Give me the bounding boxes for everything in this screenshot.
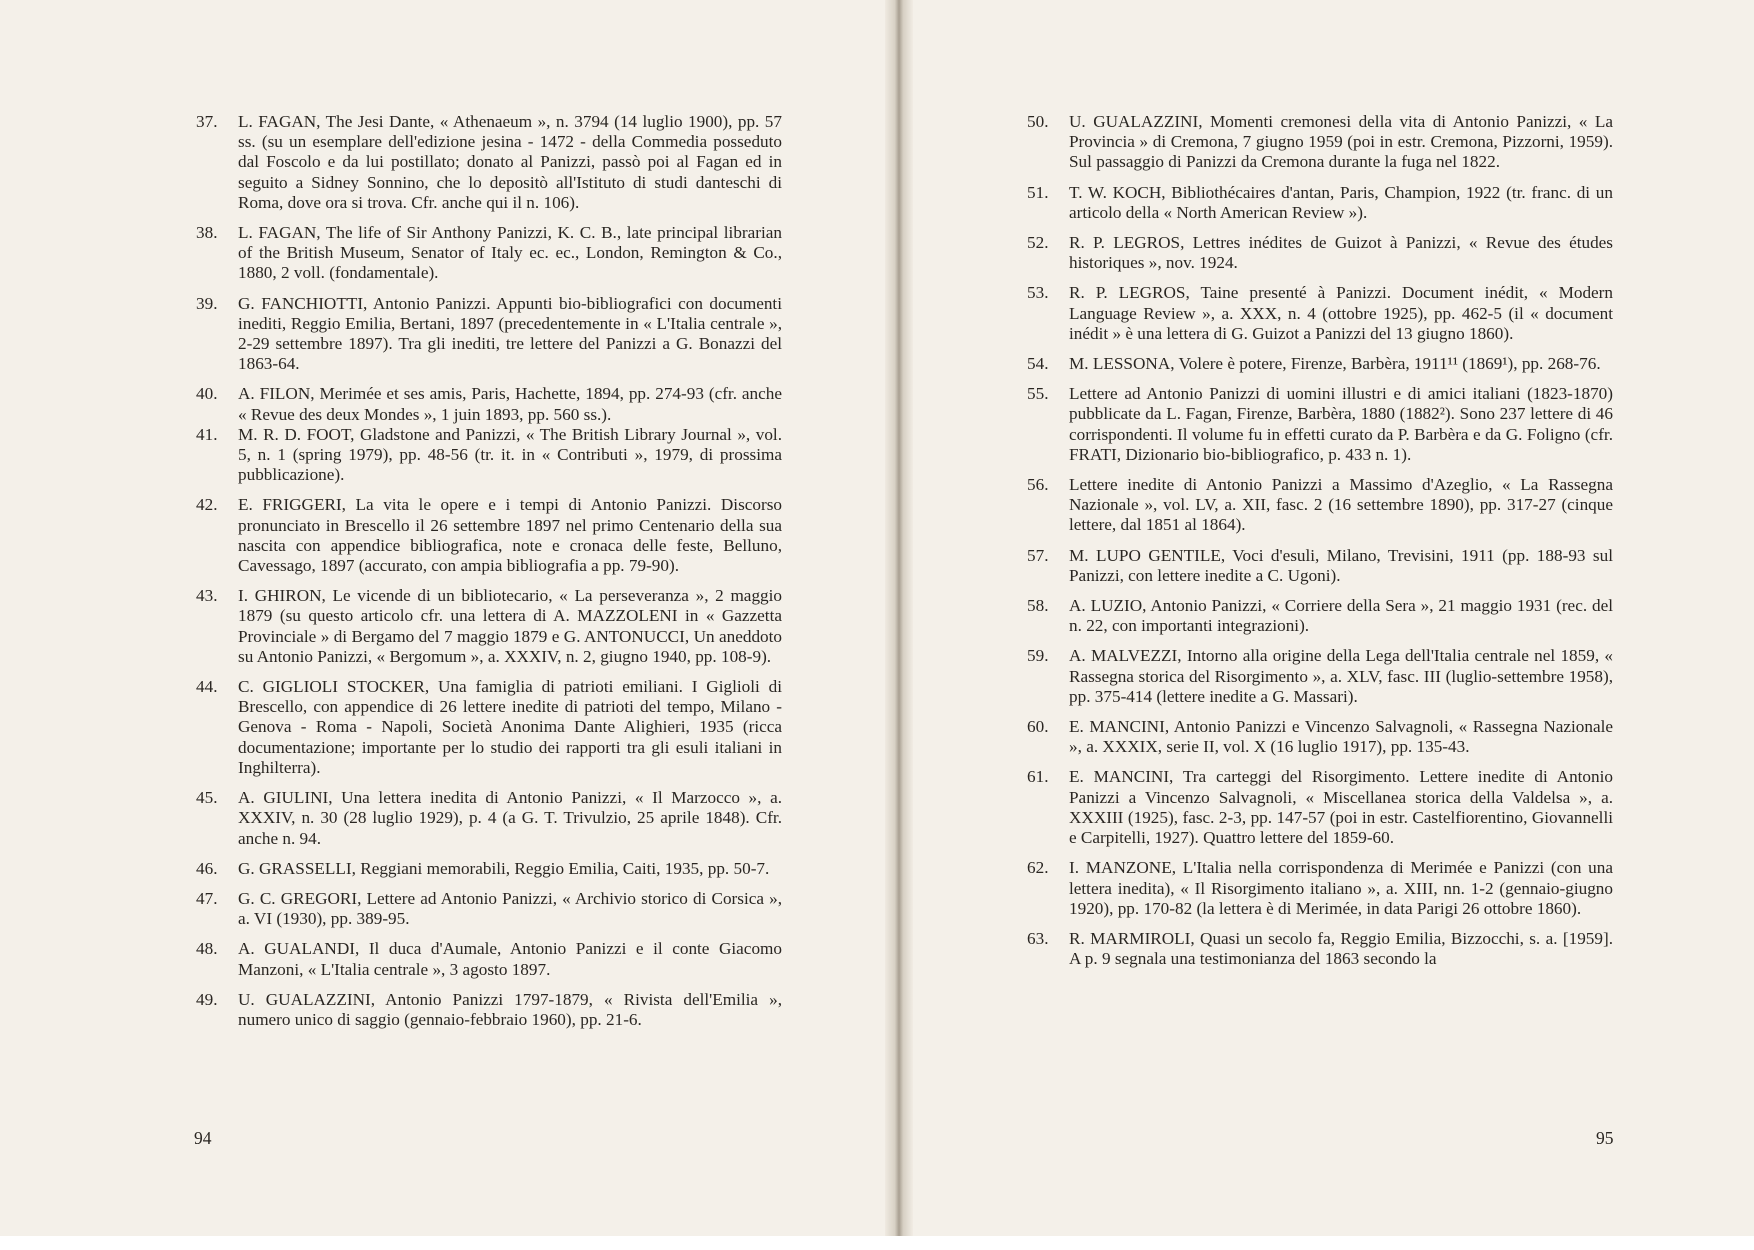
entry-text: T. W. KOCH, Bibliothécaires d'antan, Paris, Champion, 1922 (tr. franc. di un articolo della « North American Review »). [1069,182,1613,222]
bibliography-entry [1027,858,1613,919]
bibliography-entry [1027,183,1613,223]
page-number: 94 [194,1128,212,1148]
entry-number: 48. [196,939,218,959]
entry-text: L. FAGAN, The Jesi Dante, « Athenaeum », n. 3794 (14 luglio 1900), pp. 57 ss. (su un esemplare dell'edizione jesina - 1472 - della Commedia posseduto dal Foscolo e da lui postillato; donato al Panizzi, passò poi al Fagan ed in seguito a Sidney Sonnino, che lo depositò all'Istituto di studi danteschi di Roma, dove ora si trova. Cfr. anche qui il n. 106). [238,112,782,212]
entry-text: L. FAGAN, The life of Sir Anthony Panizzi, K. C. B., late principal librarian of the British Museum, Senator of Italy ec. ec., London, Remington & Co., 1880, 2 voll. (fondamentale). [238,223,782,283]
bibliography-entry [196,859,782,879]
left-bibliography-column [196,112,782,1040]
bibliography-entry [1027,283,1613,344]
entry-text: A. GIULINI, Una lettera inedita di Antonio Panizzi, « Il Marzocco », a. XXXIV, n. 30 (28 luglio 1929), p. 4 (a G. T. Trivulzio, 25 aprile 1848). Cfr. anche n. 94. [238,788,782,848]
bibliography-entry [196,294,782,375]
entry-number: 39. [196,293,218,313]
right-page [903,0,1754,1236]
entry-number: 38. [196,223,218,243]
entry-number: 46. [196,858,218,878]
bibliography-entry [196,586,782,667]
entry-number: 44. [196,677,218,697]
entry-text: A. GUALANDI, Il duca d'Aumale, Antonio Panizzi e il conte Giacomo Manzoni, « L'Italia centrale », 3 agosto 1897. [238,939,782,979]
entry-text: C. GIGLIOLI STOCKER, Una famiglia di patrioti emiliani. I Giglioli di Brescello, con appendice di 26 lettere inedite di patrioti del tempo, Milano - Genova - Roma - Napoli, Società Anonima Dante Alighieri, 1935 (ricca documentazione; importante per lo studio dei rapporti tra gli esuli italiani in Inghilterra). [238,677,782,777]
bibliography-entry [1027,112,1613,173]
entry-number: 58. [1027,596,1049,616]
entry-number: 41. [196,424,218,444]
bibliography-entry [1027,233,1613,273]
entry-number: 42. [196,495,218,515]
bibliography-entry [196,425,782,486]
bibliography-entry [196,889,782,929]
bibliography-entry [196,223,782,284]
entry-number: 59. [1027,646,1049,666]
entry-number: 54. [1027,354,1049,374]
entry-number: 43. [196,586,218,606]
bibliography-entry [1027,596,1613,636]
entry-text: G. FANCHIOTTI, Antonio Panizzi. Appunti bio-bibliografici con documenti inediti, Reggio Emilia, Bertani, 1897 (precedentemente in « L'Italia centrale », 2-29 settembre 1897). Tra gli inediti, tre lettere del Panizzi a G. Bonazzi del 1863-64. [238,293,782,374]
entry-text: E. MANCINI, Tra carteggi del Risorgimento. Lettere inedite di Antonio Panizzi a Vincenzo Salvagnoli, « Miscellanea storica della Valdelsa », a. XXXIII (1925), fasc. 2-3, pp. 147-57 (poi in estr. Castelfiorentino, Giovannelli e Carpitelli, 1927). Quattro lettere del 1859-60. [1069,767,1613,848]
entry-text: M. R. D. FOOT, Gladstone and Panizzi, « The British Library Journal », vol. 5, n. 1 (spring 1979), pp. 48-56 (tr. it. in « Contributi », 1979, di prossima pubblicazione). [238,424,782,485]
entry-number: 45. [196,788,218,808]
bibliography-entry [196,112,782,213]
entry-text: Lettere inedite di Antonio Panizzi a Massimo d'Azeglio, « La Rassegna Nazionale », vol. LV, a. XII, fasc. 2 (16 settembre 1890), pp. 317-27 (cinque lettere, dal 1851 al 1864). [1069,475,1613,535]
bibliography-entry [196,495,782,576]
entry-text: A. LUZIO, Antonio Panizzi, « Corriere della Sera », 21 maggio 1931 (rec. del n. 22, con importanti integrazioni). [1069,596,1613,636]
entry-number: 47. [196,888,218,908]
entry-text: M. LESSONA, Volere è potere, Firenze, Barbèra, 1911¹¹ (1869¹), pp. 268-76. [1069,354,1601,374]
entry-number: 51. [1027,182,1049,202]
bibliography-entry [196,384,782,424]
entry-number: 52. [1027,233,1049,253]
entry-text: U. GUALAZZINI, Antonio Panizzi 1797-1879, « Rivista dell'Emilia », numero unico di saggio (gennaio-febbraio 1960), pp. 21-6. [238,989,782,1029]
bibliography-entry [196,788,782,849]
entry-number: 61. [1027,767,1049,787]
bibliography-entry [196,677,782,778]
entry-text: E. MANCINI, Antonio Panizzi e Vincenzo Salvagnoli, « Rassegna Nazionale », a. XXXIX, serie II, vol. X (16 luglio 1917), pp. 135-43. [1069,717,1613,757]
entry-text: Lettere ad Antonio Panizzi di uomini illustri e di amici italiani (1823-1870) pubblicate da L. Fagan, Firenze, Barbèra, 1880 (1882²). Sono 237 lettere di 46 corrispondenti. Il volume fu in effetti curato da P. Barbèra e da G. Foligno (cfr. FRATI, Dizionario bio-bibliografico, p. 433 n. 1). [1069,384,1613,464]
entry-number: 57. [1027,545,1049,565]
entry-text: G. GRASSELLI, Reggiani memorabili, Reggio Emilia, Caiti, 1935, pp. 50-7. [238,858,770,878]
entry-number: 53. [1027,283,1049,303]
entry-text: R. MARMIROLI, Quasi un secolo fa, Reggio Emilia, Bizzocchi, s. a. [1959]. A p. 9 segnala una testimonianza del 1863 secondo la [1069,928,1613,969]
entry-text: U. GUALAZZINI, Momenti cremonesi della vita di Antonio Panizzi, « La Provincia » di Cremona, 7 giugno 1959 (poi in estr. Cremona, Pizzorni, 1959). Sul passaggio di Panizzi da Cremona durante la fuga nel 1822. [1069,112,1613,172]
entry-number: 56. [1027,475,1049,495]
entry-number: 55. [1027,384,1049,404]
right-bibliography-column [1027,112,1613,979]
entry-text: M. LUPO GENTILE, Voci d'esuli, Milano, Trevisini, 1911 (pp. 188-93 sul Panizzi, con lettere inedite a C. Ugoni). [1069,545,1613,585]
bibliography-entry [1027,767,1613,848]
bibliography-entry [196,990,782,1030]
page-number: 95 [1596,1128,1614,1148]
entry-text: I. MANZONE, L'Italia nella corrispondenza di Merimée e Panizzi (con una lettera inedita), « Il Risorgimento italiano », a. XIII, nn. 1-2 (gennaio-giugno 1920), pp. 170-82 (la lettera è di Merimée, in data Parigi 26 ottobre 1860). [1069,858,1613,918]
bibliography-entry [1027,646,1613,707]
entry-number: 49. [196,989,218,1009]
bibliography-entry [1027,546,1613,586]
bibliography-entry [1027,929,1613,969]
entry-text: I. GHIRON, Le vicende di un bibliotecario, « La perseveranza », 2 maggio 1879 (su questo articolo cfr. una lettera di A. MAZZOLENI in « Gazzetta Provinciale » di Bergamo del 7 maggio 1879 e G. ANTONUCCI, Un aneddoto su Antonio Panizzi, « Bergomum », a. XXXIV, n. 2, giugno 1940, pp. 108-9). [238,586,782,666]
entry-text: A. FILON, Merimée et ses amis, Paris, Hachette, 1894, pp. 274-93 (cfr. anche « Revue des deux Mondes », 1 juin 1893, pp. 560 ss.). [238,384,782,424]
entry-text: G. C. GREGORI, Lettere ad Antonio Panizzi, « Archivio storico di Corsica », a. VI (1930), pp. 389-95. [238,888,782,929]
entry-number: 62. [1027,858,1049,878]
entry-number: 37. [196,112,218,131]
bibliography-entry [1027,384,1613,465]
bibliography-entry [1027,475,1613,536]
entry-text: R. P. LEGROS, Taine presenté à Panizzi. Document inédit, « Modern Language Review », a. XXX, n. 4 (ottobre 1925), pp. 462-5 (il « document inédit » è una lettera di G. Guizot a Panizzi del 13 giugno 1860). [1069,283,1613,343]
bibliography-entry [1027,354,1613,374]
book-gutter [885,0,913,1236]
entry-number: 63. [1027,928,1049,948]
entry-number: 50. [1027,112,1049,131]
entry-text: R. P. LEGROS, Lettres inédites de Guizot à Panizzi, « Revue des études historiques », nov. 1924. [1069,233,1613,273]
entry-text: E. FRIGGERI, La vita le opere e i tempi di Antonio Panizzi. Discorso pronunciato in Brescello il 26 settembre 1897 nel primo Centenario della sua nascita con appendice bibliografica, note e cronaca delle feste, Belluno, Cavessago, 1897 (accurato, con ampia bibliografia a pp. 79-90). [238,495,782,576]
bibliography-entry [1027,717,1613,757]
entry-text: A. MALVEZZI, Intorno alla origine della Lega dell'Italia centrale nel 1859, « Rassegna storica del Risorgimento », a. XLV, fasc. III (luglio-settembre 1958), pp. 375-414 (lettere inedite a G. Massari). [1069,646,1613,706]
scan-bottom-edge [0,1236,1754,1250]
entry-number: 60. [1027,717,1049,737]
bibliography-entry [196,939,782,979]
entry-number: 40. [196,384,218,404]
